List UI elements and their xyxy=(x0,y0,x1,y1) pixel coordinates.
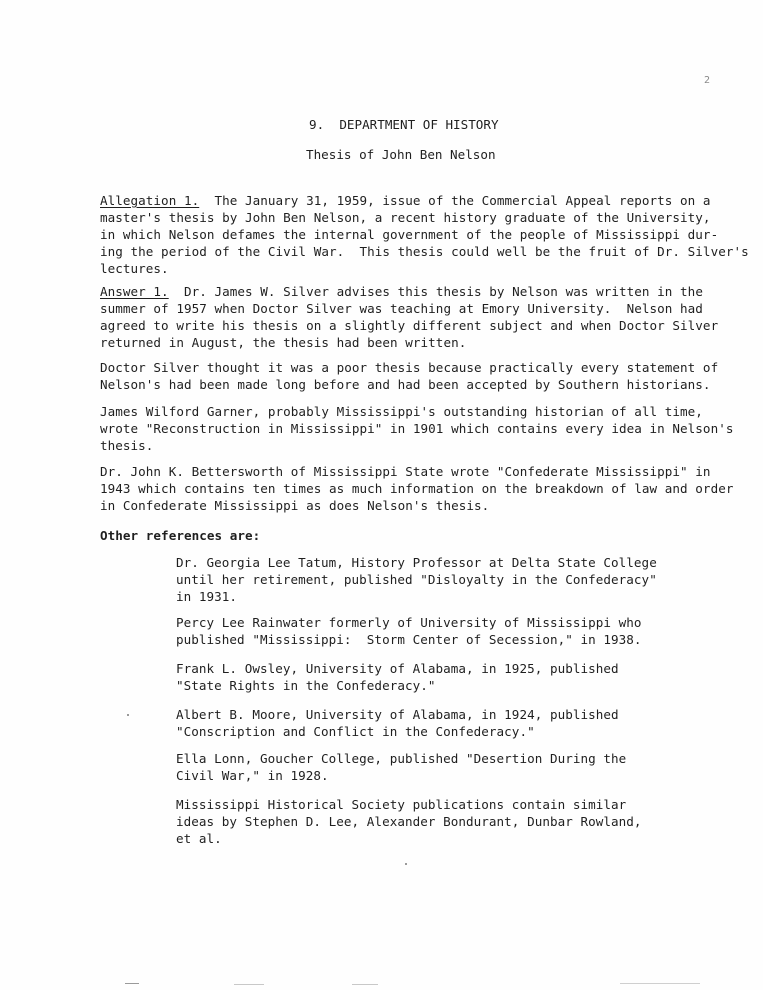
paragraph-line: James Wilford Garner, probably Mississippi's outstanding historian of all time, xyxy=(100,404,703,419)
answer-line-4: returned in August, the thesis had been written. xyxy=(100,335,467,350)
reference-line: until her retirement, published "Disloyalty in the Confederacy" xyxy=(176,572,657,587)
answer-label: Answer 1. xyxy=(100,284,169,299)
scan-speck xyxy=(620,983,700,984)
allegation-text: The January 31, 1959, issue of the Commercial Appeal reports on a xyxy=(199,193,711,208)
paragraph-line: Dr. John K. Bettersworth of Mississippi State wrote "Confederate Mississippi" in xyxy=(100,464,711,479)
reference-line: Dr. Georgia Lee Tatum, History Professor at Delta State College xyxy=(176,555,657,570)
reference-line: in 1931. xyxy=(176,589,238,604)
scan-speck xyxy=(234,984,264,985)
reference-line: ideas by Stephen D. Lee, Alexander Bondurant, Dunbar Rowland, xyxy=(176,814,642,829)
paragraph-line: thesis. xyxy=(100,438,154,453)
document-subtitle: Thesis of John Ben Nelson xyxy=(306,147,496,162)
scan-speck xyxy=(405,863,407,865)
reference-line: Albert B. Moore, University of Alabama, in 1924, published xyxy=(176,707,619,722)
paragraph-line: 1943 which contains ten times as much information on the breakdown of law and order xyxy=(100,481,734,496)
scan-speck xyxy=(125,983,139,984)
reference-line: "Conscription and Conflict in the Confederacy." xyxy=(176,724,535,739)
allegation-line-4: ing the period of the Civil War. This thesis could well be the fruit of Dr. Silver's xyxy=(100,244,749,259)
paragraph-line: in Confederate Mississippi as does Nelson's thesis. xyxy=(100,498,490,513)
reference-line: et al. xyxy=(176,831,222,846)
reference-line: Civil War," in 1928. xyxy=(176,768,329,783)
section-title: 9. DEPARTMENT OF HISTORY xyxy=(309,117,499,132)
reference-line: "State Rights in the Confederacy." xyxy=(176,678,436,693)
reference-line: Ella Lonn, Goucher College, published "Desertion During the xyxy=(176,751,627,766)
answer-line-2: summer of 1957 when Doctor Silver was teaching at Emory University. Nelson had xyxy=(100,301,703,316)
reference-line: published "Mississippi: Storm Center of Secession," in 1938. xyxy=(176,632,642,647)
answer-line-3: agreed to write his thesis on a slightly different subject and when Doctor Silver xyxy=(100,318,719,333)
answer-text: Dr. James W. Silver advises this thesis by Nelson was written in the xyxy=(168,284,703,299)
reference-line: Percy Lee Rainwater formerly of University of Mississippi who xyxy=(176,615,642,630)
allegation-line-5: lectures. xyxy=(100,261,169,276)
paragraph-line: wrote "Reconstruction in Mississippi" in 1901 which contains every idea in Nelson's xyxy=(100,421,734,436)
allegation-line-3: in which Nelson defames the internal government of the people of Mississippi dur- xyxy=(100,227,719,242)
allegation-line-2: master's thesis by John Ben Nelson, a recent history graduate of the University, xyxy=(100,210,711,225)
page-mark: 2 xyxy=(704,75,711,86)
scan-speck xyxy=(352,984,378,985)
allegation-line-1 xyxy=(100,192,711,210)
paragraph-line: Doctor Silver thought it was a poor thesis because practically every statement of xyxy=(100,360,719,375)
paragraph-line: Nelson's had been made long before and had been accepted by Southern historians. xyxy=(100,377,711,392)
answer-line-1 xyxy=(100,283,703,301)
reference-line: Mississippi Historical Society publications contain similar xyxy=(176,797,627,812)
scan-speck xyxy=(127,714,129,716)
other-references-label: Other references are: xyxy=(100,528,261,543)
reference-line: Frank L. Owsley, University of Alabama, in 1925, published xyxy=(176,661,619,676)
allegation-label: Allegation 1. xyxy=(100,193,200,208)
